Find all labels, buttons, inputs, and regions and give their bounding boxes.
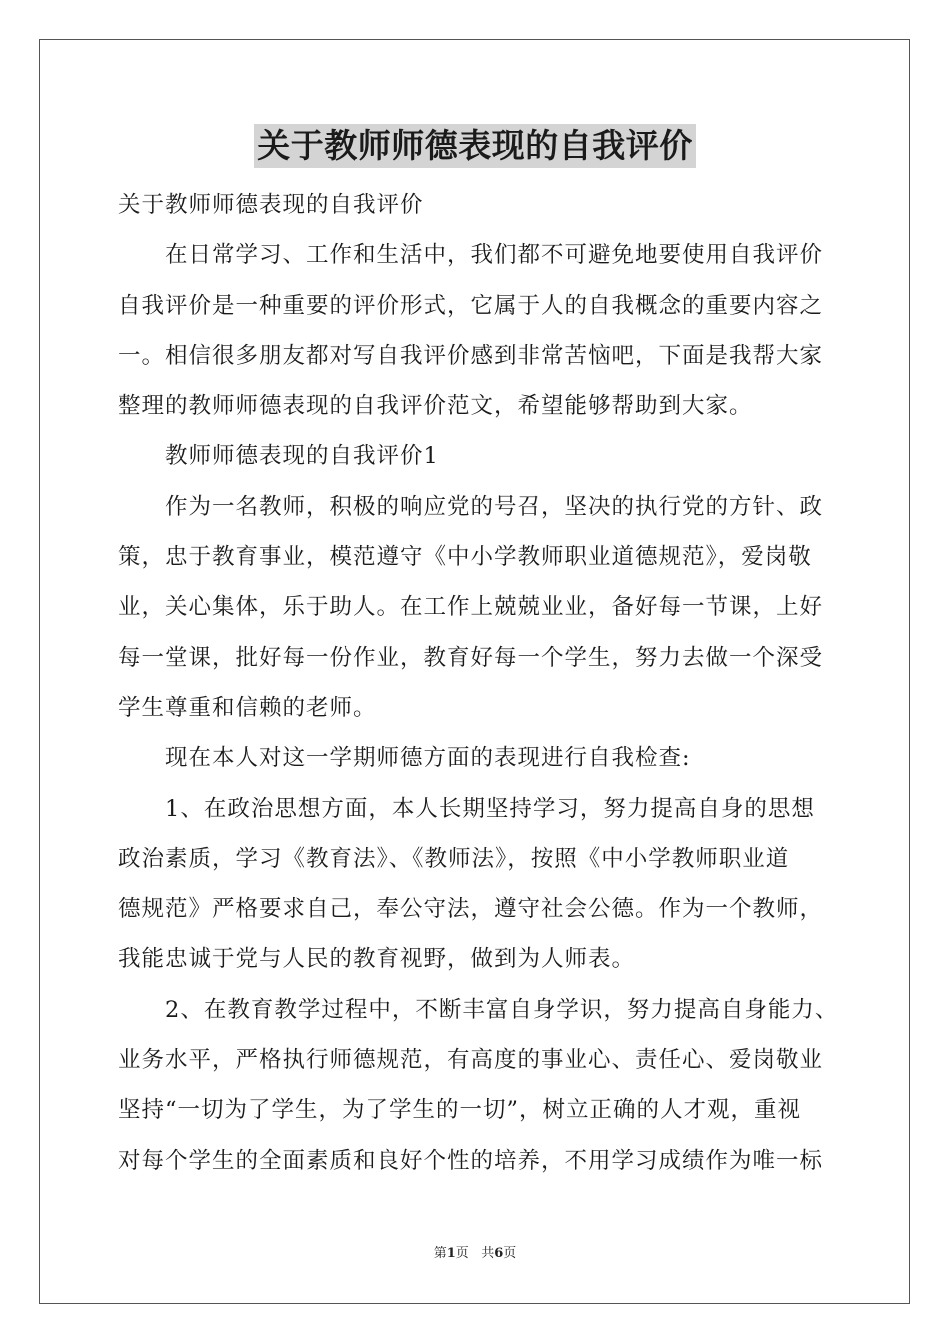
text-line: 作为一名教师，积极的响应党的号召，坚决的执行党的方针、政 xyxy=(165,493,824,520)
page-prefix: 第 xyxy=(433,1246,447,1261)
text-line: 策，忠于教育事业，模范遵守《中小学教师职业道德规范》，爱岗敬 xyxy=(118,544,812,571)
page-number: 1 xyxy=(446,1246,456,1261)
text-line: 业务水平，严格执行师德规范，有高度的事业心、责任心、爱岗敬业 xyxy=(118,1047,824,1074)
text-line: 一。相信很多朋友都对写自我评价感到非常苦恼吧，下面是我帮大家 xyxy=(118,342,824,369)
text-line: 1、在政治思想方面，本人长期坚持学习，努力提高自身的思想 xyxy=(165,795,815,822)
text-line: 关于教师师德表现的自我评价 xyxy=(118,192,424,218)
page-suffix: 页 xyxy=(455,1246,469,1261)
total-pages: 6 xyxy=(494,1246,504,1261)
text-line: 政治素质，学习《教育法》、《教师法》，按照《中小学教师职业道 xyxy=(118,845,790,872)
text-line: 德规范》严格要求自己，奉公守法，遵守社会公德。作为一个教师， xyxy=(118,896,824,923)
text-line: 每一堂课，批好每一份作业，教育好每一个学生，努力去做一个深受 xyxy=(118,644,824,671)
text-line: 教师师德表现的自我评价1 xyxy=(165,443,439,470)
total-suffix: 页 xyxy=(503,1246,517,1261)
text-line: 现在本人对这一学期师德方面的表现进行自我检查: xyxy=(165,745,691,772)
text-line: 学生尊重和信赖的老师。 xyxy=(118,694,377,721)
text-line: 我能忠诚于党与人民的教育视野，做到为人师表。 xyxy=(118,946,636,973)
document-title: 关于教师师德表现的自我评价 xyxy=(254,124,696,168)
text-line: 整理的教师师德表现的自我评价范文，希望能够帮助到大家。 xyxy=(118,393,753,420)
document-body xyxy=(118,180,839,1186)
text-line: 2、在教育教学过程中，不断丰富自身学识，努力提高自身能力、 xyxy=(165,996,839,1023)
total-prefix: 共 xyxy=(481,1246,495,1261)
text-line: 坚持“一切为了学生，为了学生的一切”，树立正确的人才观，重视 xyxy=(118,1097,802,1124)
text-line: 在日常学习、工作和生活中，我们都不可避免地要使用自我评价 xyxy=(165,242,824,269)
text-line: 自我评价是一种重要的评价形式，它属于人的自我概念的重要内容之 xyxy=(118,292,824,319)
page-footer xyxy=(0,1245,950,1263)
text-line: 业，关心集体，乐于助人。在工作上兢兢业业，备好每一节课，上好 xyxy=(118,594,824,621)
title-container xyxy=(0,124,950,168)
text-line: 对每个学生的全面素质和良好个性的培养，不用学习成绩作为唯一标 xyxy=(118,1147,824,1174)
